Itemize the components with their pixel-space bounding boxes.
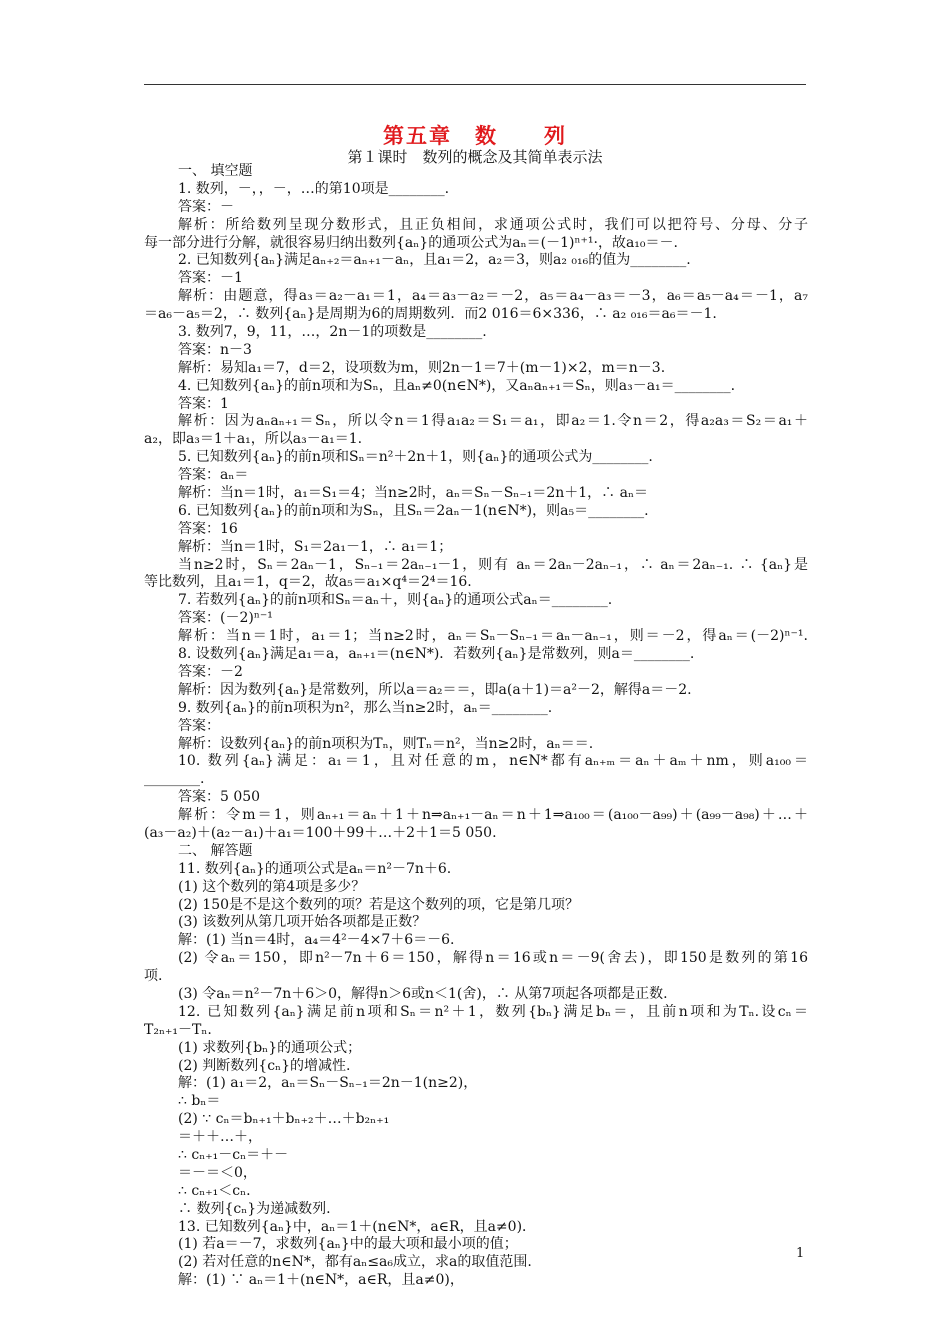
text-line: 解析：因为aₙaₙ₊₁＝Sₙ，所以令n＝1得a₁a₂＝S₁＝a₁，即a₂＝1.令n＝2，得a₂a₃＝S₂＝a₁＋ — [178, 413, 808, 430]
text-line: a₂，即a₃＝1＋a₁，所以a₃－a₁＝1. — [144, 431, 363, 448]
text-line: 答案：16 — [178, 520, 238, 537]
text-line: (a₃－a₂)＋(a₂－a₁)＋a₁＝100＋99＋…＋2＋1＝5 050. — [144, 824, 497, 841]
text-line: 6. 已知数列{aₙ}的前n项和为Sₙ，且Sₙ＝2aₙ－1(n∈N*)，则a₅＝________. — [178, 502, 649, 519]
text-line: ＝－＝＜0， — [178, 1164, 257, 1181]
text-line: 解析：当n＝1时，a₁＝1；当n≥2时，aₙ＝Sₙ－Sₙ₋₁＝aₙ－aₙ₋₁，则＝－2，得aₙ＝(－2)ⁿ⁻¹. — [178, 628, 808, 645]
text-line: 解析：当n＝1时，S₁＝2a₁－1，∴ a₁＝1； — [178, 538, 453, 555]
text-line: ∴ cₙ₊₁－cₙ＝＋－ — [178, 1146, 289, 1163]
text-line: 二、 解答题 — [178, 842, 253, 859]
text-line: 4. 已知数列{aₙ}的前n项和为Sₙ，且aₙ≠0(n∈N*)，又aₙaₙ₊₁＝Sₙ，则a₃－a₁＝________. — [178, 377, 736, 394]
text-line: 3. 数列7，9，11，…，2n－1的项数是________. — [178, 324, 487, 341]
text-line: 答案：－1 — [178, 270, 243, 287]
text-line: 每一部分进行分解，就很容易归纳出数列{aₙ}的通项公式为aₙ＝(－1)ⁿ⁺¹·，故a₁₀＝－. — [144, 234, 678, 251]
text-line: 7. 若数列{aₙ}的前n项和Sₙ＝aₙ＋，则{aₙ}的通项公式aₙ＝________. — [178, 592, 613, 609]
text-line: (2) 判断数列{cₙ}的增减性. — [178, 1057, 351, 1074]
text-line: (2) 150是不是这个数列的项？若是这个数列的项，它是第几项？ — [178, 896, 580, 913]
text-line: ∴ bₙ＝ — [178, 1093, 221, 1110]
text-line: 项. — [144, 968, 163, 985]
text-line: (3) 令aₙ＝n²－7n＋6＞0，解得n＞6或n＜1(舍)，∴ 从第7项起各项都是正数. — [178, 985, 668, 1002]
chapter-title: 第五章 数 列 — [383, 123, 567, 148]
text-line: (1) 若a＝－7，求数列{aₙ}中的最大项和最小项的值； — [178, 1236, 518, 1253]
text-line: 答案：(－2)ⁿ⁻¹ — [178, 610, 273, 627]
text-line: 解：(1) ∵ aₙ＝1＋(n∈N*，a∈R，且a≠0)， — [178, 1272, 464, 1289]
text-line: 9. 数列{aₙ}的前n项积为n²，那么当n≥2时，aₙ＝________. — [178, 699, 553, 716]
text-line: ＝＋＋…＋， — [178, 1129, 262, 1146]
text-line: (2) 若对任意的n∈N*，都有aₙ≤a₆成立，求a的取值范围. — [178, 1254, 532, 1271]
text-line: (2) 令aₙ＝150，即n²－7n＋6＝150，解得n＝16或n＝－9(舍去)，即150是数列的第16 — [178, 950, 808, 967]
text-line: 答案：－ — [178, 198, 234, 215]
text-line: (2) ∵ cₙ＝bₙ₊₁＋bₙ₊₂＋…＋b₂ₙ₊₁ — [178, 1111, 390, 1128]
text-line: 答案：n－3 — [178, 341, 252, 358]
text-line: 解析：因为数列{aₙ}是常数列，所以a＝a₂＝＝，即a(a＋1)＝a²－2，解得a＝－2. — [178, 681, 692, 698]
page-number: 1 — [796, 1246, 805, 1261]
text-line: 解析：设数列{aₙ}的前n项积为Tₙ，则Tₙ＝n²，当n≥2时，aₙ＝＝. — [178, 735, 594, 752]
text-line: ＝a₆－a₅＝2，∴ 数列{aₙ}是周期为6的周期数列．而2 016＝6×336，∴ a₂ ₀₁₆＝a₆＝－1. — [144, 306, 717, 323]
text-line: 答案：aₙ＝ — [178, 467, 249, 484]
text-line: 1. 数列，－，，－，…的第10项是________. — [178, 180, 450, 197]
text-line: 答案：5 050 — [178, 789, 261, 806]
text-line: 等比数列，且a₁＝1，q＝2，故a₅＝a₁×q⁴＝2⁴＝16. — [144, 574, 472, 591]
text-line: 解析：由题意，得a₃＝a₂－a₁＝1，a₄＝a₃－a₂＝－2，a₅＝a₄－a₃＝－3，a₆＝a₅－a₄＝－1，a₇ — [178, 288, 808, 305]
text-line: 2. 已知数列{aₙ}满足aₙ₊₂＝aₙ₊₁－aₙ，且a₁＝2，a₂＝3，则a₂ ₀₁₆的值为________. — [178, 252, 691, 269]
text-line: T₂ₙ₊₁－Tₙ. — [144, 1021, 212, 1038]
text-line: 答案：－2 — [178, 663, 243, 680]
text-line: 解析：当n＝1时，a₁＝S₁＝4；当n≥2时，aₙ＝Sₙ－Sₙ₋₁＝2n＋1，∴ aₙ＝ — [178, 485, 649, 502]
text-line: 8. 设数列{aₙ}满足a₁＝a，aₙ₊₁＝(n∈N*)．若数列{aₙ}是常数列，则a＝________. — [178, 646, 695, 663]
text-line: 13. 已知数列{aₙ}中，aₙ＝1＋(n∈N*，a∈R，且a≠0)． — [178, 1218, 537, 1235]
lesson-title: 第１课时 数列的概念及其简单表示法 — [347, 148, 603, 166]
text-line: 答案： — [178, 717, 220, 734]
text-line: 解：(1) a₁＝2，aₙ＝Sₙ－Sₙ₋₁＝2n－1(n≥2)， — [178, 1075, 478, 1092]
text-line: (1) 这个数列的第4项是多少？ — [178, 878, 366, 895]
text-line: 解析：令m＝1，则aₙ₊₁＝aₙ＋1＋n⇒aₙ₊₁－aₙ＝n＋1⇒a₁₀₀＝(a₁₀₀－a₉₉)＋(a₉₉－a₉₈)＋…＋ — [178, 807, 808, 824]
text-line: (3) 该数列从第几项开始各项都是正数？ — [178, 914, 427, 931]
document-body — [144, 163, 808, 1290]
text-line: 当n≥2时，Sₙ＝2aₙ－1，Sₙ₋₁＝2aₙ₋₁－1，则有 aₙ＝2aₙ－2aₙ₋₁，∴ aₙ＝2aₙ₋₁. ∴ {aₙ}是 — [178, 556, 808, 573]
text-line: 11. 数列{aₙ}的通项公式是aₙ＝n²－7n＋6. — [178, 860, 452, 877]
text-line: 10. 数列{aₙ}满足：a₁＝1，且对任意的m，n∈N*都有aₙ₊ₘ＝aₙ＋aₘ＋nm，则a₁₀₀＝ — [178, 753, 808, 770]
text-line: 解析：所给数列呈现分数形式，且正负相间，求通项公式时，我们可以把符号、分母、分子 — [178, 216, 808, 233]
text-line: 答案：1 — [178, 395, 229, 412]
text-line: 解：(1) 当n＝4时，a₄＝4²－4×7＋6＝－6. — [178, 932, 455, 949]
text-line: 解析：易知a₁＝7，d＝2，设项数为m，则2n－1＝7＋(m－1)×2，m＝n－3. — [178, 359, 666, 376]
text-line: ∴ 数列{cₙ}为递减数列. — [178, 1200, 331, 1217]
text-line: 12. 已知数列{aₙ}满足前n项和Sₙ＝n²＋1，数列{bₙ}满足bₙ＝，且前n项和为Tₙ.设cₙ＝ — [178, 1003, 808, 1020]
text-line: ∴ cₙ₊₁＜cₙ. — [178, 1182, 251, 1199]
header-rule — [144, 84, 806, 85]
text-line: 一、 填空题 — [178, 163, 253, 179]
text-line: ________. — [144, 771, 205, 788]
text-line: 5. 已知数列{aₙ}的前n项和Sₙ＝n²＋2n＋1，则{aₙ}的通项公式为________. — [178, 449, 653, 466]
text-line: (1) 求数列{bₙ}的通项公式； — [178, 1039, 362, 1056]
